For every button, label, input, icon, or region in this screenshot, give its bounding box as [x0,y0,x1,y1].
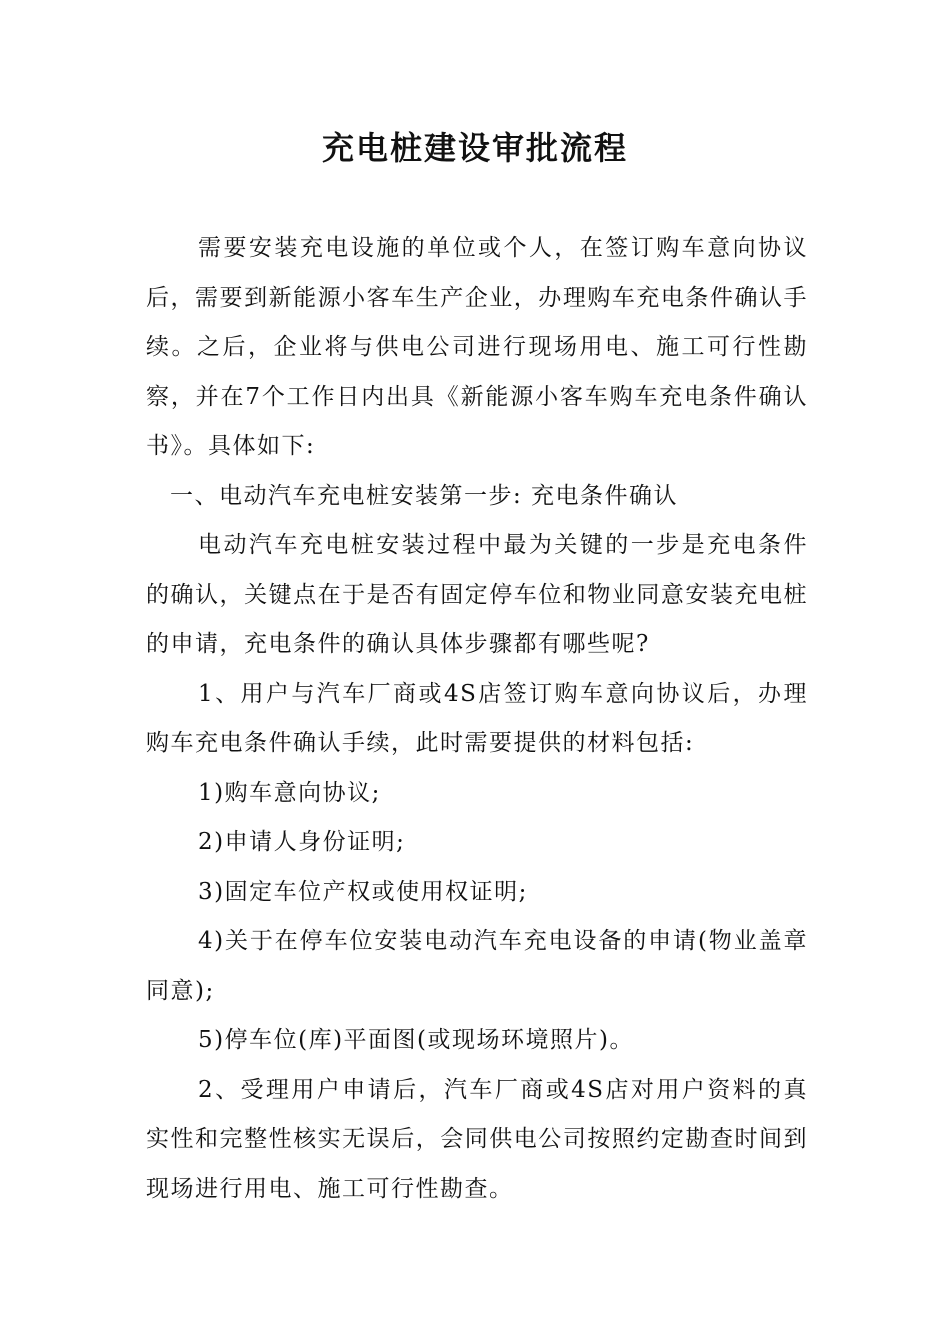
list-item-material-3: 3)固定车位产权或使用权证明; [198,878,528,905]
list-item-material-2: 2)申请人身份证明; [198,829,406,855]
document-body [146,224,808,1214]
section-heading-step-one: 一、电动汽车充电桩安装第一步: 充电条件确认 [170,482,679,509]
paragraph-step-one-overview: 电动汽车充电桩安装过程中最为关键的一步是充电条件的确认，关键点在于是否有固定停车位和物业同意安装充电桩的申请，充电条件的确认具体步骤都有哪些呢? [146,532,808,657]
paragraph-intro: 需要安装充电设施的单位或个人，在签订购车意向协议后，需要到新能源小客车生产企业，办理购车充电条件确认手续。之后，企业将与供电公司进行现场用电、施工可行性勘察，并在7个工作日内出具《新能源小客车购车充电条件确认书》。具体如下: [146,235,808,459]
list-item-material-5: 5)停车位(库)平面图(或现场环境照片)。 [198,1027,634,1053]
list-item-material-1: 1)购车意向协议; [198,779,381,806]
paragraph-item-2: 2、受理用户申请后，汽车厂商或4S店对用户资料的真实性和完整性核实无误后，会同供电公司按照约定勘查时间到现场进行用电、施工可行性勘查。 [146,1076,808,1202]
paragraph-item-1: 1、用户与汽车厂商或4S店签订购车意向协议后，办理购车充电条件确认手续，此时需要提供的材料包括: [146,680,808,756]
list-item-material-4: 4)关于在停车位安装电动汽车充电设备的申请(物业盖章同意); [146,928,808,1004]
document-title: 充电桩建设审批流程 [321,129,628,167]
